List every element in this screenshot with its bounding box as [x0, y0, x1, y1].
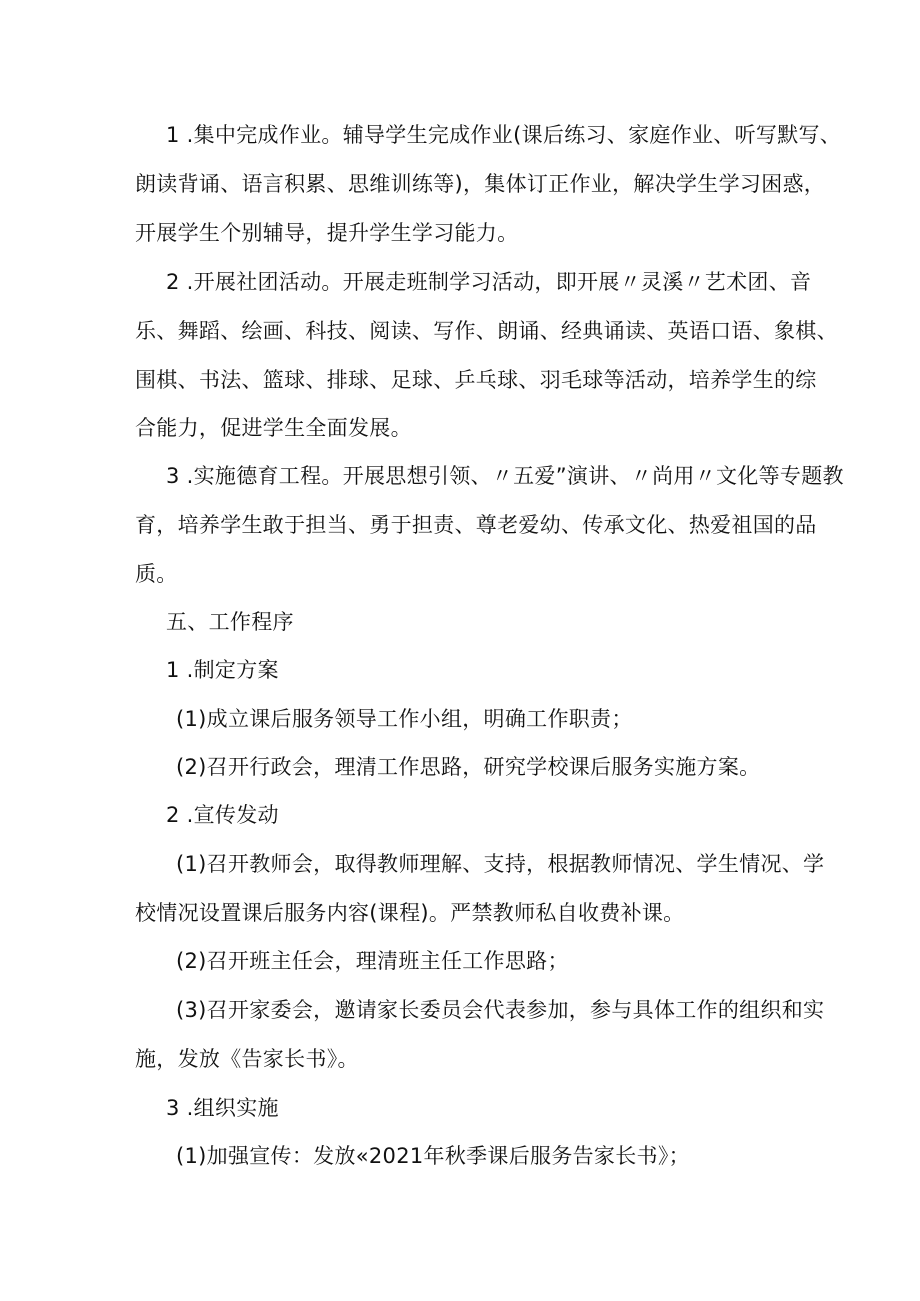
paragraph-2-line-1: 2 .开展社团活动。开展走班制学习活动，即开展〃灵溪〃艺术团、音: [166, 270, 812, 294]
paragraph-1-line-2: 朗读背诵、语言积累、思维训练等)，集体订正作业，解决学生学习困惑，: [135, 172, 826, 196]
item-2-1-line-1: (1)召开教师会，取得教师理解、支持，根据教师情况、学生情况、学: [176, 852, 825, 876]
paragraph-2-line-2: 乐、舞蹈、绘画、科技、阅读、写作、朗诵、经典诵读、英语口语、象棋、: [135, 319, 838, 343]
paragraph-1-line-3: 开展学生个别辅导，提升学生学习能力。: [135, 221, 519, 245]
paragraph-3-line-3: 质。: [135, 562, 178, 586]
subheading-1: 1 .制定方案: [166, 658, 279, 682]
paragraph-1-line-1: 1 .集中完成作业。辅导学生完成作业(课后练习、家庭作业、听写默写、: [166, 123, 842, 147]
item-2-3-line-2: 施，发放《告家长书》。: [135, 1047, 359, 1071]
item-1-2: (2)召开行政会，理清工作思路，研究学校课后服务实施方案。: [176, 755, 761, 779]
subheading-2: 2 .宣传发动: [166, 803, 279, 827]
item-3-1: (1)加强宣传：发放«2021年秋季课后服务告家长书》；: [176, 1144, 690, 1168]
item-1-1: (1)成立课后服务领导工作小组，明确工作职责；: [176, 707, 633, 731]
item-2-2: (2)召开班主任会，理清班主任工作思路；: [176, 949, 569, 973]
subheading-3: 3 .组织实施: [166, 1096, 279, 1120]
paragraph-2-line-3: 围棋、书法、篮球、排球、足球、乒乓球、羽毛球等活动，培养学生的综: [135, 368, 817, 392]
section-heading: 五、工作程序: [166, 610, 294, 634]
paragraph-3-line-2: 育，培养学生敢于担当、勇于担责、尊老爱幼、传承文化、热爱祖国的品: [135, 513, 817, 537]
item-2-3-line-1: (3)召开家委会，邀请家长委员会代表参加，参与具体工作的组织和实: [176, 998, 825, 1022]
item-2-1-line-2: 校情况设置课后服务内容(课程)。严禁教师私自收费补课。: [135, 901, 685, 925]
paragraph-2-line-4: 合能力，促进学生全面发展。: [135, 416, 412, 440]
paragraph-3-line-1: 3 .实施德育工程。开展思想引领、〃五爱”演讲、〃尚用〃文化等专题教: [166, 464, 844, 488]
